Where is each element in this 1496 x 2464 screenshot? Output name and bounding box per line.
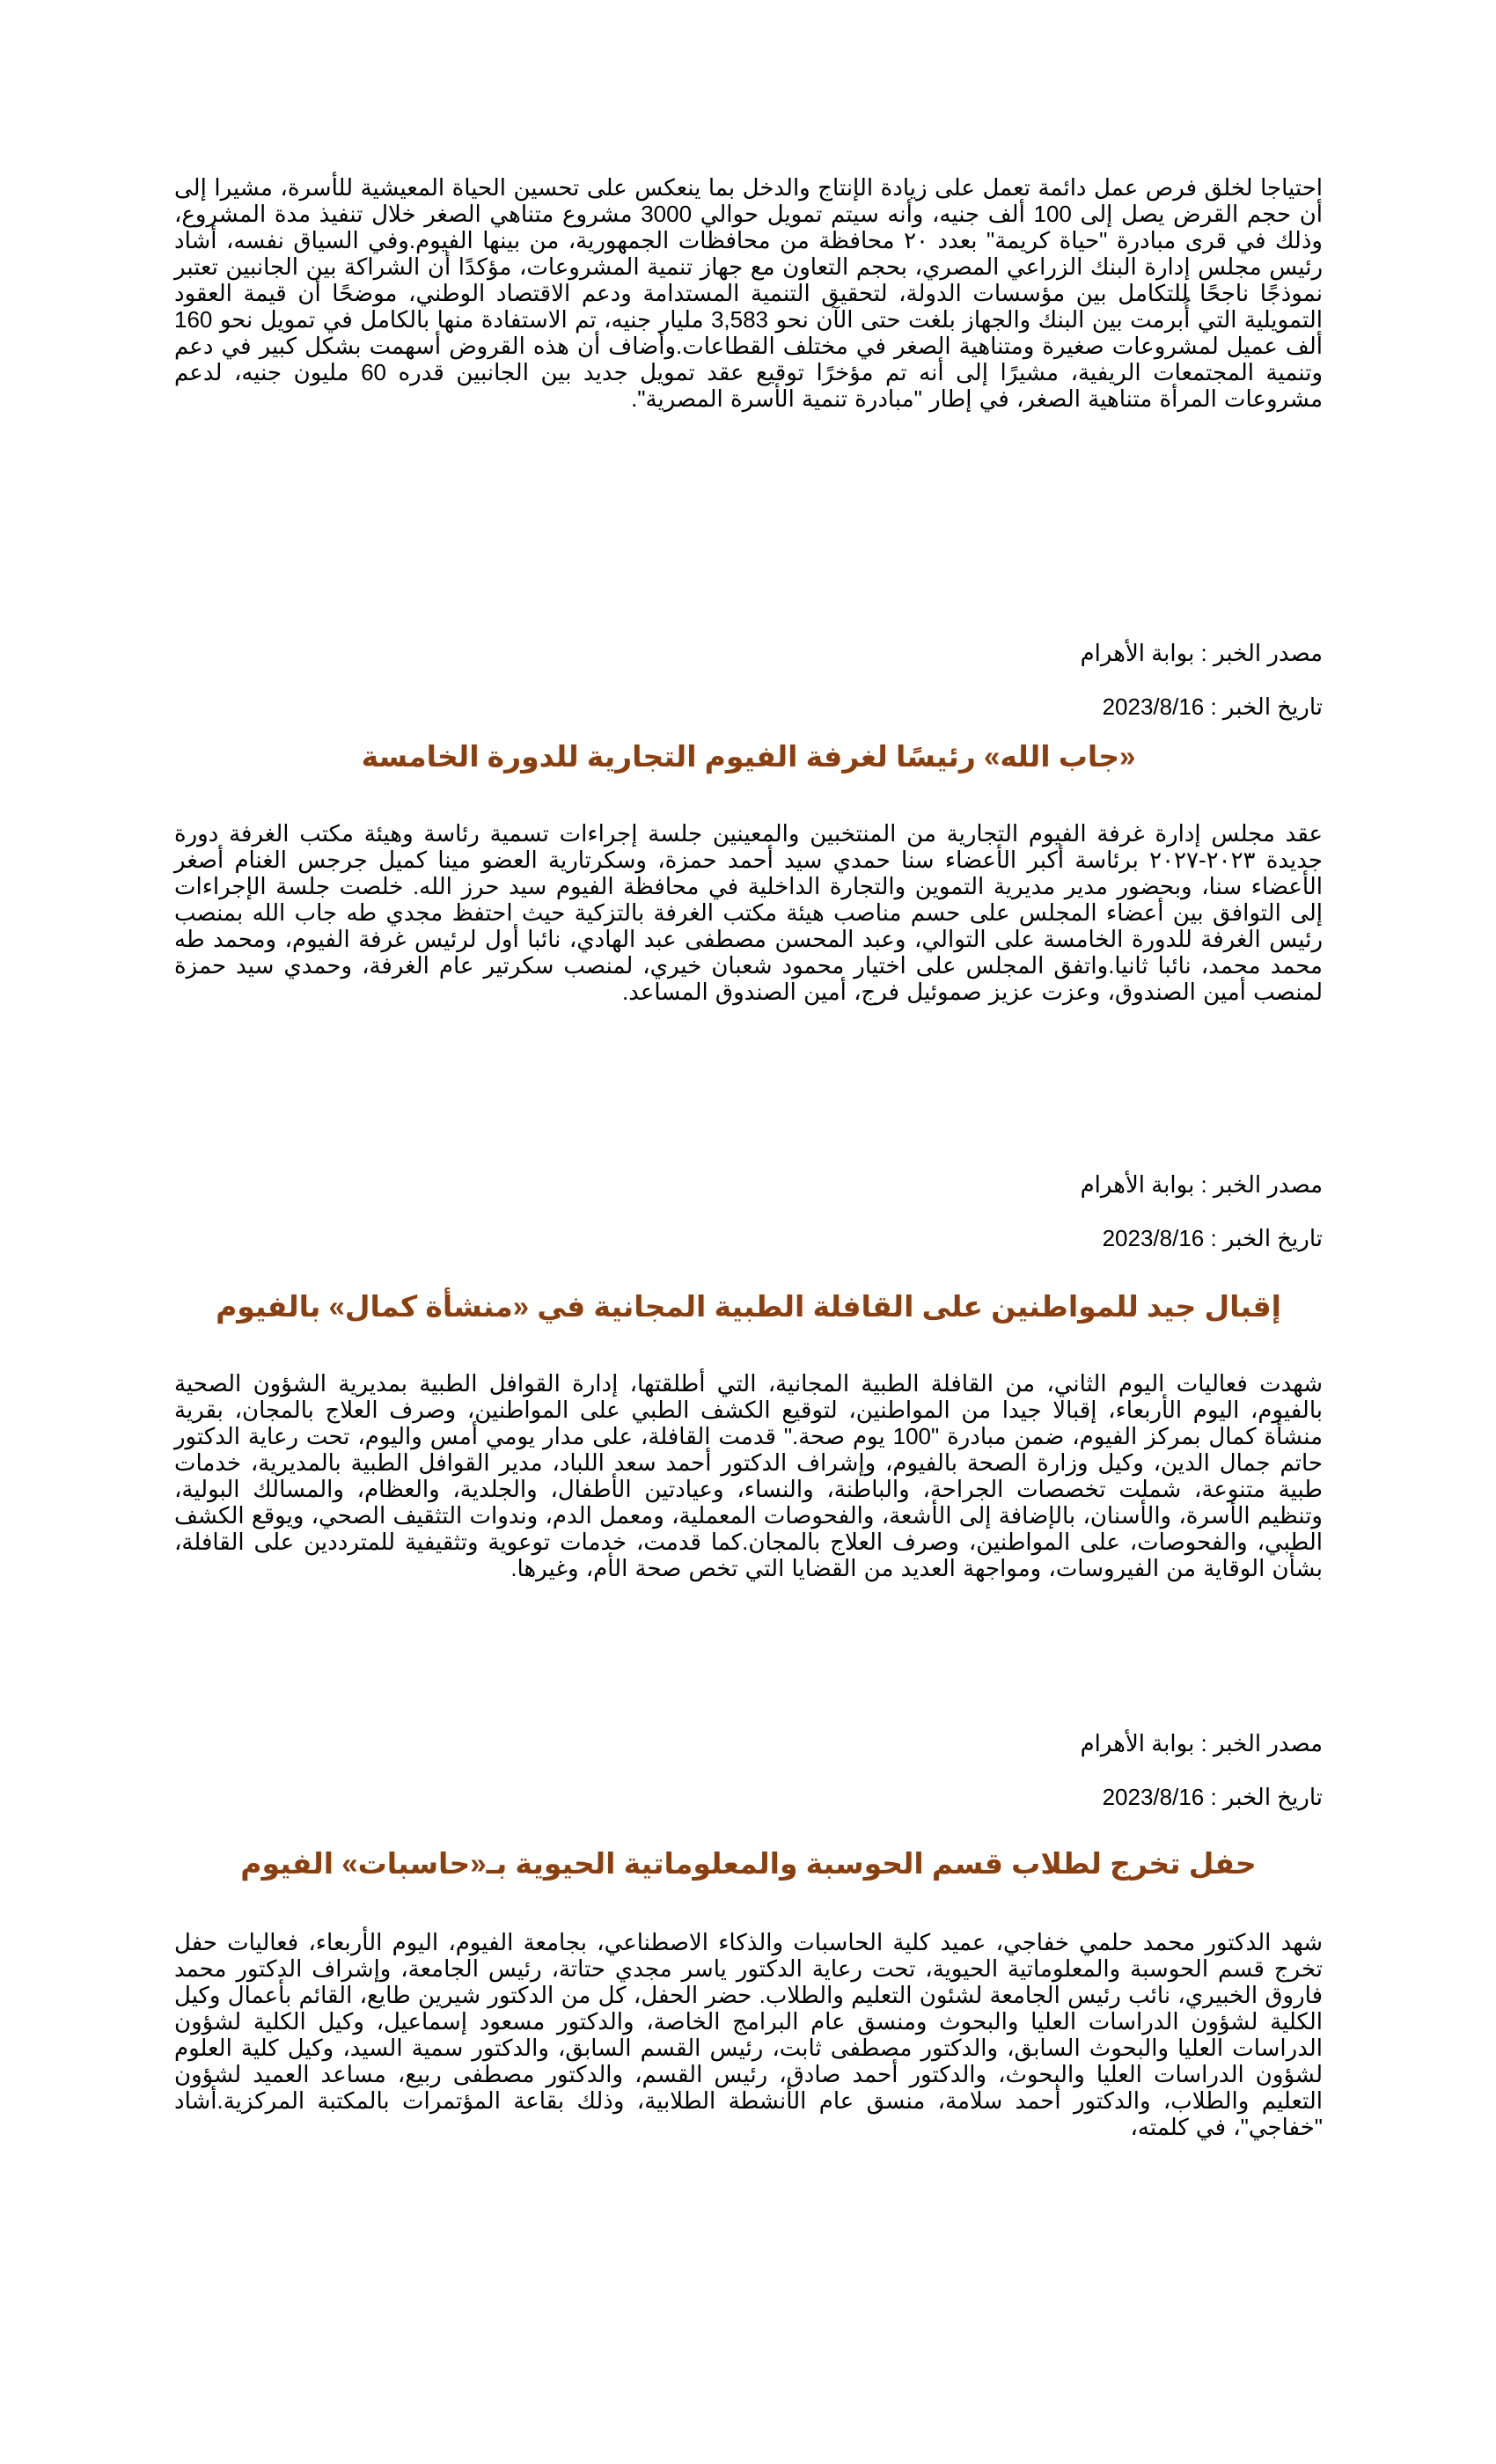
article-body: احتياجا لخلق فرص عمل دائمة تعمل على زيادة الإنتاج والدخل بما ينعكس على تحسين الحياة المعيشية للأسرة، مشيرا إلى أن حجم القرض يصل إلى 100 ألف جنيه، وأنه سيتم تمويل حوالي 3000 مشروع متناهي الصغر خلال تنفيذ مدة المشروع، وذلك في قرى مبادرة "حياة كريمة" بعدد ٢٠ محافظة من محافظات الجمهورية، من بينها الفيوم.وفي السياق نفسه، أشاد رئيس مجلس إدارة البنك الزراعي المصري، بحجم التعاون مع جهاز تنمية المشروعات، مؤكدًا أن الشراكة بين الجانبين تعتبر نموذجًا ناجحًا للتكامل بين مؤسسات الدولة، لتحقيق التنمية المستدامة ودعم الاقتصاد الوطني، موضحًا أن قيمة العقود التمويلية التي أُبرمت بين البنك والجهاز بلغت حتى الآن نحو 3,583 مليار جنيه، تم الاستفادة منها بالكامل في تمويل نحو 160 ألف عميل لمشروعات صغيرة ومتناهية الصغر في مختلف القطاعات.وأضاف أن هذه القروض أسهمت بشكل كبير في دعم وتنمية المجتمعات الريفية، مشيرًا إلى أنه تم مؤخرًا توقيع عقد تمويل جديد بين الجانبين قدره 60 مليون جنيه، لدعم مشروعات المرأة متناهية الصغر، في إطار "مبادرة تنمية الأسرة المصرية". bbox=[174, 174, 1324, 412]
news-source: مصدر الخبر : بوابة الأهرام bbox=[1080, 640, 1323, 666]
news-date: تاريخ الخبر : 2023/8/16 bbox=[1102, 1784, 1323, 1810]
news-date: تاريخ الخبر : 2023/8/16 bbox=[1102, 1225, 1323, 1251]
news-source: مصدر الخبر : بوابة الأهرام bbox=[1080, 1171, 1323, 1198]
news-date: تاريخ الخبر : 2023/8/16 bbox=[1102, 693, 1323, 720]
article-title: «جاب الله» رئيسًا لغرفة الفيوم التجارية للدورة الخامسة bbox=[361, 740, 1136, 773]
article-body: عقد مجلس إدارة غرفة الفيوم التجارية من المنتخبين والمعينين جلسة إجراءات تسمية رئاسة وهيئة مكتب الغرفة دورة جديدة ٢٠٢٣-٢٠٢٧ برئاسة أكبر الأعضاء سنا حمدي سيد أحمد حمزة، وسكرتارية العضو مينا كميل جرجس الغنام أصغر الأعضاء سنا، وبحضور مدير مديرية التموين والتجارة الداخلية في محافظة الفيوم سيد حرز الله. خلصت جلسة الإجراءات إلى التوافق بين أعضاء المجلس على حسم مناصب هيئة مكتب الغرفة بالتزكية حيث احتفظ مجدي طه جاب الله بمنصب رئيس الغرفة للدورة الخامسة على التوالي، وعبد المحسن مصطفى عبد الهادي، نائبا أول لرئيس غرفة الفيوم، ومحمد طه محمد محمد، نائبا ثانيا.واتفق المجلس على اختيار محمود شعبان خيري، لمنصب سكرتير عام الغرفة، وحمدي سيد حمزة لمنصب أمين الصندوق، وعزت عزيز صموئيل فرج، أمين الصندوق المساعد. bbox=[174, 820, 1323, 1005]
article-title: إقبال جيد للمواطنين على القافلة الطبية المجانية في «منشأة كمال» بالفيوم bbox=[216, 1290, 1281, 1323]
article-body: شهد الدكتور محمد حلمي خفاجي، عميد كلية الحاسبات والذكاء الاصطناعي، بجامعة الفيوم، اليوم الأربعاء، فعاليات حفل تخرج قسم الحوسبة والمعلوماتية الحيوية، تحت رعاية الدكتور ياسر مجدي حتاتة، رئيس الجامعة، وإشراف الدكتور محمد فاروق الخبيري، نائب رئيس الجامعة لشئون التعليم والطلاب. حضر الحفل، كل من الدكتور شيرين طايع، القائم بأعمال وكيل الكلية لشؤون الدراسات العليا والبحوث ومنسق عام البرامج الخاصة، والدكتور مسعود إسماعيل، وكيل الكلية لشؤون الدراسات العليا والبحوث السابق، والدكتور مصطفى ثابت، رئيس القسم السابق، والدكتور سمية السيد، وكيل كلية العلوم لشؤون الدراسات العليا والبحوث، والدكتور أحمد صادق، رئيس القسم، والدكتور مصطفى ربيع، مساعد العميد لشؤون التعليم والطلاب، والدكتور أحمد سلامة، منسق عام الأنشطة الطلابية، وذلك بقاعة المؤتمرات بالمكتبة المركزية.أشاد "خفاجي"، في كلمته، bbox=[174, 1929, 1323, 2140]
article-title: حفل تخرج لطلاب قسم الحوسبة والمعلوماتية الحيوية بـ«حاسبات» الفيوم bbox=[240, 1847, 1257, 1880]
news-source: مصدر الخبر : بوابة الأهرام bbox=[1080, 1730, 1323, 1756]
article-body: شهدت فعاليات اليوم الثاني، من القافلة الطبية المجانية، التي أطلقتها، إدارة القوافل الطبية بمديرية الشؤون الصحية بالفيوم، اليوم الأربعاء، إقبالا جيدا من المواطنين، لتوقيع الكشف الطبي على المواطنين، وصرف العلاج بالمجان، بقرية منشأة كمال بمركز الفيوم، ضمن مبادرة "100 يوم صحة." قدمت القافلة، على مدار يومي أمس واليوم، تحت رعاية الدكتور حاتم جمال الدين، وكيل وزارة الصحة بالفيوم، وإشراف الدكتور أحمد سعد اللباد، مدير القوافل الطبية بالمديرية، خدمات طبية متنوعة، شملت تخصصات الجراحة، والباطنة، والنساء، وعيادتين الأطفال، والجلدية، والعظام، والمسالك البولية، وتنظيم الأسرة، والأسنان، بالإضافة إلى الأشعة، والفحوصات المعملية، ومعمل الدم، وندوات التثقيف الصحي، ويوقع الكشف الطبي، والفحوصات، على المواطنين، وصرف العلاج بالمجان.كما قدمت، خدمات توعوية وتثقيفية للمترددين على القافلة، بشأن الوقاية من الفيروسات، ومواجهة العديد من القضايا التي تخص صحة الأم، وغيرها. bbox=[174, 1370, 1323, 1581]
